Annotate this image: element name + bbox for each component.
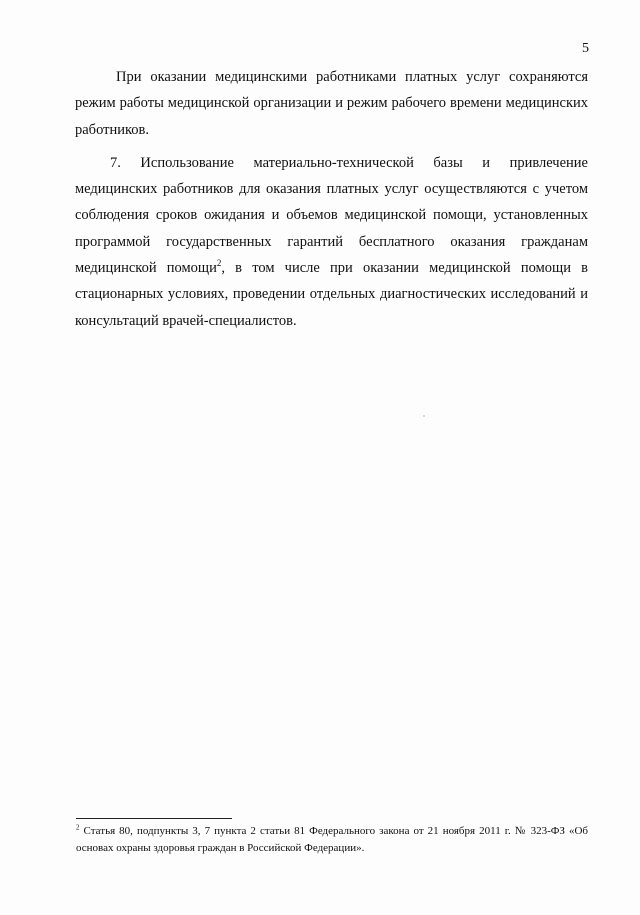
paragraph-work-schedule: При оказании медицинскими работниками платных услуг сохраняются режим работы медицинской организации и режим рабочего времени медицинских работников. xyxy=(75,69,588,138)
scan-speck xyxy=(423,415,425,417)
footnote-reference: 2 xyxy=(216,258,222,269)
body-text xyxy=(75,64,588,334)
footnote xyxy=(76,823,588,856)
footnote-separator xyxy=(76,818,232,819)
page-number: 5 xyxy=(582,41,589,56)
paragraph-item-7-text-continued: , в том числе при оказании медицинской помощи в стационарных условиях, проведении отдельных диагностических исследований и консультаций врачей-специалистов. xyxy=(75,260,588,329)
paragraph-item-7-text: 7. Использование материально-технической базы и привлечение медицинских работников для оказания платных услуг осуществляются с учетом соблюдения сроков ожидания и объемов медицинской помощи, установленных программой государственных гарантий бесплатного оказания гражданам медицинской помощи xyxy=(75,154,588,277)
paragraph-item-7 xyxy=(75,150,588,334)
footnote-text: Статья 80, подпункты 3, 7 пункта 2 статьи 81 Федерального закона от 21 ноября 2011 г. № 323-ФЗ «Об основах охраны здоровья граждан в Российской Федерации». xyxy=(76,825,588,854)
footnote-marker: 2 xyxy=(76,823,80,832)
